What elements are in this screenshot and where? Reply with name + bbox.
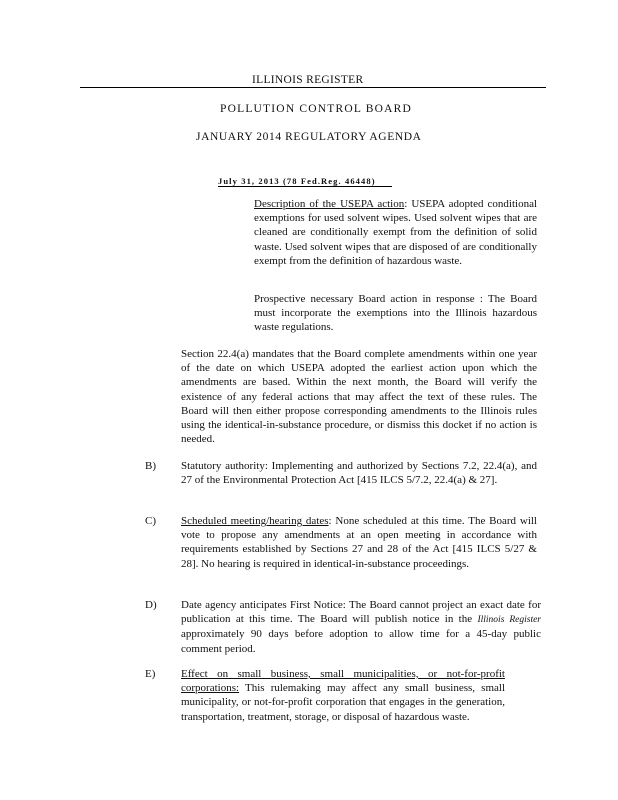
item-label-e: E) xyxy=(145,668,156,680)
item-label-d: D) xyxy=(145,599,157,611)
meeting-dates-paragraph xyxy=(181,514,537,571)
section-paragraph: Section 22.4(a) mandates that the Board complete amendments within one year of the date on which USEPA adopted the earliest action upon which the amendments are based. Within the next month, the Board will verify the existence of any federal actions that may affect the text of these rules. The Board will then either propose corresponding amendments to the Illinois rules using the identical-in-substance procedure, or dismiss this docket if no action is needed. xyxy=(181,348,537,446)
illinois-register-italic: Illinois Register xyxy=(477,615,542,626)
register-title: ILLINOIS REGISTER xyxy=(252,74,364,86)
meeting-dates-heading: Scheduled meeting/hearing dates xyxy=(181,515,329,527)
agenda-title: JANUARY 2014 REGULATORY AGENDA xyxy=(196,131,422,143)
first-notice-paragraph xyxy=(181,598,541,656)
citation-underline xyxy=(218,186,392,187)
meeting-dates-text: : None scheduled at this time. The Board will vote to propose any amendments at an open meeting in accordance with requirements established by Sections 27 and 28 of the Act [415 ILCS 5/27 & 28]. No hearing is required in identical-in-substance proceedings. xyxy=(181,515,537,570)
board-name: POLLUTION CONTROL BOARD xyxy=(220,103,413,115)
statutory-authority-paragraph: Statutory authority: Implementing and authorized by Sections 7.2, 22.4(a), and 27 of the Environmental Protection Act [415 ILCS 5/7.2, 22.4(a) & 27]. xyxy=(181,460,537,487)
description-paragraph xyxy=(254,197,537,268)
small-business-effect-paragraph xyxy=(181,667,505,724)
description-label: Description of the USEPA action xyxy=(254,198,405,210)
small-business-heading: Effect on small business, small municipalities, or not-for-profit corporations: xyxy=(181,668,505,695)
first-notice-text-b: approximately 90 days before adoption to allow time for a 45-day public comment period. xyxy=(181,628,541,655)
prospective-action-paragraph: Prospective necessary Board action in response : The Board must incorporate the exemptions into the Illinois hazardous waste regulations. xyxy=(254,293,537,334)
header-rule xyxy=(80,87,546,88)
item-label-c: C) xyxy=(145,515,156,527)
first-notice-text-a: Date agency anticipates First Notice: The Board cannot project an exact date for publication at this time. The Board will publish notice in the xyxy=(181,599,541,626)
description-text: : USEPA adopted conditional exemptions for used solvent wipes. Used solvent wipes that are cleaned are conditionally exempt from the definition of solid waste. Used solvent wipes that are disposed of are conditionally exempt from the definition of hazardous waste. xyxy=(254,198,538,267)
item-label-b: B) xyxy=(145,460,156,472)
federal-register-citation: July 31, 2013 (78 Fed.Reg. 46448) xyxy=(218,176,376,186)
small-business-text: This rulemaking may affect any small business, small municipality, or not-for-profit corporation that engages in the generation, transportation, treatment, storage, or disposal of hazardous waste. xyxy=(181,682,505,723)
